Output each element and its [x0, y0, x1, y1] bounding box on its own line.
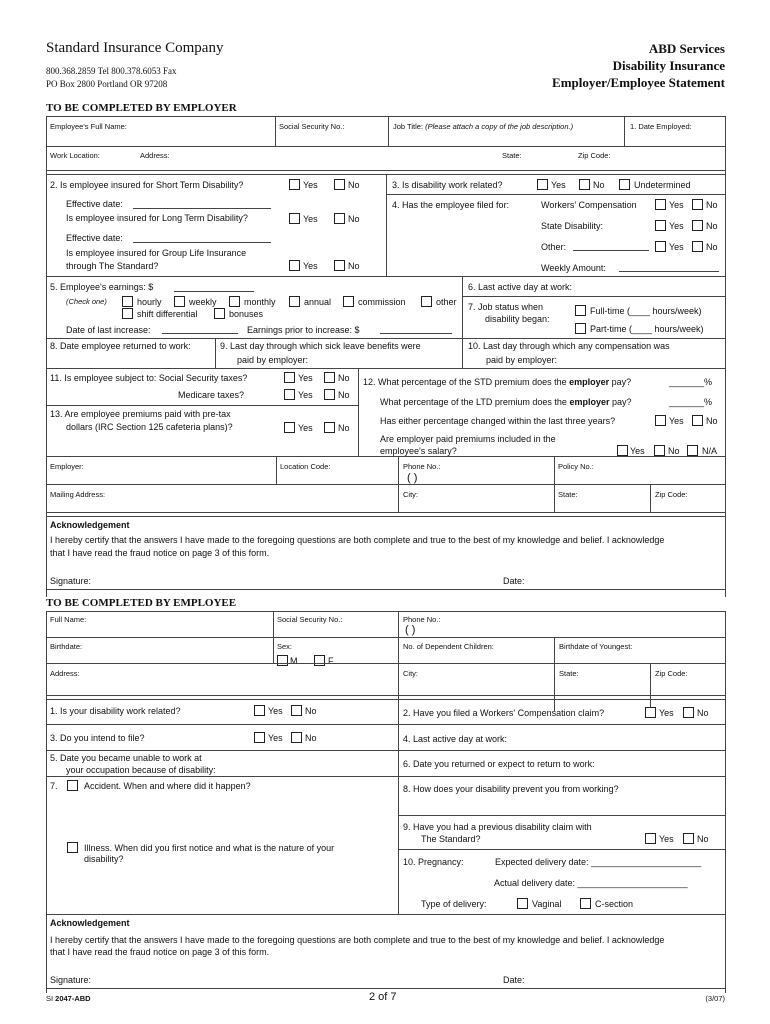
- pay-shift-checkbox[interactable]: [122, 308, 133, 319]
- divider: [462, 276, 463, 338]
- divider: [624, 116, 625, 146]
- label: commission: [358, 297, 406, 307]
- employee-city-label: City:: [403, 669, 418, 678]
- emp-q9-1: 9. Have you had a previous disability claim with: [403, 822, 592, 832]
- premiums-included-1: Are employer paid premiums included in the: [380, 434, 556, 444]
- label: hourly: [137, 297, 162, 307]
- q2-life-yes-checkbox[interactable]: [289, 260, 300, 271]
- q4-other-yes-checkbox[interactable]: [655, 241, 666, 252]
- divider: [650, 663, 651, 711]
- q12-std-pct: [363, 377, 631, 387]
- divider: [46, 724, 726, 725]
- workers-comp-label: Workers' Compensation: [541, 200, 637, 210]
- q4-wc-no-checkbox[interactable]: [692, 199, 703, 210]
- q3-undetermined-checkbox[interactable]: [619, 179, 630, 190]
- q13-yes-checkbox[interactable]: [284, 422, 295, 433]
- q10-compensation-2: paid by employer:: [486, 355, 558, 365]
- label: bonuses: [229, 309, 264, 319]
- std-effective-date-label: Effective date:: [66, 199, 123, 209]
- full-time-checkbox[interactable]: [575, 305, 586, 316]
- q13-pretax-2: dollars (IRC Section 125 cafeteria plans)?: [66, 422, 233, 432]
- emp-full-name-label: Employee's Full Name:: [50, 122, 127, 131]
- q2-ltd-no-checkbox[interactable]: [334, 213, 345, 224]
- label: No: [697, 834, 709, 844]
- pay-other-checkbox[interactable]: [421, 296, 432, 307]
- vaginal-checkbox[interactable]: [517, 898, 528, 909]
- state-label: State:: [502, 151, 522, 160]
- sex-label: Sex:: [277, 642, 293, 651]
- title-statement: Employer/Employee Statement: [552, 75, 725, 90]
- divider: [462, 338, 463, 368]
- divider: [46, 146, 726, 147]
- title-disability: Disability Insurance: [612, 58, 725, 73]
- divider: [46, 776, 726, 777]
- full-name-label: Full Name:: [50, 615, 87, 624]
- delivery-type-label: Type of delivery:: [421, 899, 487, 909]
- csection-checkbox[interactable]: [580, 898, 591, 909]
- emp-q8: 8. How does your disability prevent you from working?: [403, 784, 619, 794]
- mailing-address-label: Mailing Address:: [50, 490, 106, 499]
- label: Full-time (____ hours/week): [590, 306, 702, 316]
- ss-tax-yes-checkbox[interactable]: [284, 372, 295, 383]
- employee-ack-line1: I hereby certify that the answers I have made to the foregoing questions are both complete and true to the best of my knowledge and belief. I acknowledge: [50, 935, 665, 945]
- employer-phone-paren[interactable]: ( ): [407, 472, 418, 484]
- q7-job-status-1: 7. Job status when: [468, 302, 544, 312]
- work-location-label: Work Location:: [50, 151, 100, 160]
- label: No: [668, 446, 680, 456]
- ssn-label: Social Security No.:: [279, 122, 345, 131]
- q3-yes-checkbox[interactable]: [537, 179, 548, 190]
- label: No: [706, 242, 718, 252]
- label: weekly: [189, 297, 217, 307]
- q4-wc-yes-checkbox[interactable]: [655, 199, 666, 210]
- emp-q2-no-checkbox[interactable]: [683, 707, 694, 718]
- divider: [46, 276, 726, 277]
- employee-zip-label: Zip Code:: [655, 669, 688, 678]
- pay-annual-checkbox[interactable]: [289, 296, 300, 307]
- emp-q9-2: The Standard?: [421, 834, 481, 844]
- divider: [276, 456, 277, 484]
- divider: [46, 484, 726, 485]
- q4-sd-yes-checkbox[interactable]: [655, 220, 666, 231]
- emp-q9-no-checkbox[interactable]: [683, 833, 694, 844]
- included-na-checkbox[interactable]: [687, 445, 698, 456]
- part-time-checkbox[interactable]: [575, 323, 586, 334]
- employee-address-label: Address:: [50, 669, 80, 678]
- employee-ack-title: Acknowledgement: [50, 918, 130, 928]
- expected-delivery[interactable]: Expected delivery date: ______________________: [495, 857, 702, 867]
- q2-life-2: through The Standard?: [66, 261, 159, 271]
- q4-sd-no-checkbox[interactable]: [692, 220, 703, 231]
- label: No: [338, 390, 350, 400]
- address-label: Address:: [140, 151, 170, 160]
- label: shift differential: [137, 309, 198, 319]
- emp-q5-2: your occupation because of disability:: [66, 765, 216, 775]
- q2-ltd-yes-checkbox[interactable]: [289, 213, 300, 224]
- sex-m-checkbox[interactable]: [277, 655, 288, 666]
- employee-date-label: Date:: [503, 975, 525, 985]
- divider: [386, 174, 387, 276]
- q3-no-checkbox[interactable]: [579, 179, 590, 190]
- contact-phone: 800.368.2859 Tel 800.378.6053 Fax: [46, 66, 177, 76]
- employer-phone-label: Phone No.:: [403, 462, 441, 471]
- employee-state-label: State:: [559, 669, 579, 678]
- pay-weekly-checkbox[interactable]: [174, 296, 185, 307]
- label: No: [706, 200, 718, 210]
- date-last-increase-label: Date of last increase:: [66, 325, 151, 335]
- illness-line1: Illness. When did you first notice and what is the nature of your: [84, 843, 335, 853]
- employer-label: Employer:: [50, 462, 84, 471]
- divider: [46, 988, 726, 989]
- label: Yes: [669, 416, 684, 426]
- check-one: (Check one): [66, 297, 107, 306]
- label: Yes: [659, 708, 674, 718]
- ltd-effective-date-field[interactable]: [133, 242, 271, 243]
- divider: [398, 815, 726, 816]
- label: Yes: [303, 180, 318, 190]
- included-yes-checkbox[interactable]: [617, 445, 628, 456]
- ltd-effective-date-label: Effective date:: [66, 233, 123, 243]
- divider: [275, 116, 276, 146]
- emp-q4: 4. Last active day at work:: [403, 734, 508, 744]
- form-id: [46, 994, 91, 1003]
- divider: [215, 338, 216, 368]
- label: Yes: [268, 706, 283, 716]
- divider: [46, 699, 726, 700]
- illness-checkbox[interactable]: [67, 842, 78, 853]
- policy-label: Policy No.:: [558, 462, 594, 471]
- emp-q9-yes-checkbox[interactable]: [645, 833, 656, 844]
- q8-returned: 8. Date employee returned to work:: [50, 341, 191, 351]
- employer-section-title: TO BE COMPLETED BY EMPLOYER: [46, 102, 237, 114]
- q2-life-1: Is employee insured for Group Life Insurance: [66, 248, 247, 258]
- earnings-prior-field[interactable]: [380, 333, 452, 334]
- employer-ack-title: Acknowledgement: [50, 520, 130, 530]
- label: Vaginal: [532, 899, 562, 909]
- divider: [46, 914, 726, 915]
- q4-other-no-checkbox[interactable]: [692, 241, 703, 252]
- divider: [46, 456, 726, 457]
- label: Yes: [551, 180, 566, 190]
- std-pct-field[interactable]: _______%: [669, 377, 713, 387]
- label: No: [706, 416, 718, 426]
- divider: [398, 611, 399, 711]
- label: Yes: [298, 373, 313, 383]
- q7-job-status-2: disability began:: [485, 314, 550, 324]
- label: No: [338, 423, 350, 433]
- label: Yes: [669, 221, 684, 231]
- label: Yes: [630, 446, 645, 456]
- medicare-yes-checkbox[interactable]: [284, 389, 295, 400]
- employee-section-title: TO BE COMPLETED BY EMPLOYEE: [46, 597, 237, 609]
- emp-q2-yes-checkbox[interactable]: [645, 707, 656, 718]
- label: No: [593, 180, 605, 190]
- employer-state-label: State:: [558, 490, 578, 499]
- premiums-included-2: employee's salary?: [380, 446, 457, 456]
- pay-commission-checkbox[interactable]: [343, 296, 354, 307]
- employer-ack-line2: that I have read the fraud notice on page 3 of this form.: [50, 548, 270, 558]
- divider: [650, 484, 651, 512]
- date-employed-label: 1. Date Employed:: [630, 122, 692, 131]
- q6-last-active: 6. Last active day at work:: [468, 282, 573, 292]
- pay-bonuses-checkbox[interactable]: [214, 308, 225, 319]
- birthdate-youngest-label: Birthdate of Youngest:: [559, 642, 633, 651]
- divider: [46, 589, 726, 590]
- label: monthly: [244, 297, 276, 307]
- q2-life-no-checkbox[interactable]: [334, 260, 345, 271]
- label: Undetermined: [634, 180, 691, 190]
- other-label: Other:: [541, 242, 567, 252]
- sex-f-checkbox[interactable]: [314, 655, 325, 666]
- divider: [46, 516, 726, 517]
- emp-q1: 1. Is your disability work related?: [50, 706, 181, 716]
- q2-ltd: Is employee insured for Long Term Disability?: [66, 213, 248, 223]
- label: No: [697, 708, 709, 718]
- divider: [46, 637, 726, 638]
- label: employer: [569, 377, 610, 387]
- q12-ltd-pct: [380, 397, 632, 407]
- label: No: [706, 221, 718, 231]
- changed-yes-checkbox[interactable]: [655, 415, 666, 426]
- q9-sick-leave-2: paid by employer:: [237, 355, 309, 365]
- label: 2047-ABD: [55, 994, 91, 1003]
- frame-right: [725, 611, 726, 993]
- emp-q3-no-checkbox[interactable]: [291, 732, 302, 743]
- divider: [46, 512, 726, 513]
- emp-q3-yes-checkbox[interactable]: [254, 732, 265, 743]
- label: Yes: [268, 733, 283, 743]
- std-effective-date-field[interactable]: [133, 208, 271, 209]
- label: annual: [304, 297, 332, 307]
- pay-monthly-checkbox[interactable]: [229, 296, 240, 307]
- label: No: [305, 733, 317, 743]
- title-abd: ABD Services: [648, 41, 725, 56]
- divider: [358, 368, 359, 456]
- employer-zip-label: Zip Code:: [655, 490, 688, 499]
- medicare-no-checkbox[interactable]: [324, 389, 335, 400]
- label: What percentage of the LTD premium does the: [380, 397, 570, 407]
- frame-left: [46, 611, 47, 993]
- q5-earnings: 5. Employee's earnings: $: [50, 282, 154, 292]
- divider: [462, 296, 726, 297]
- q10-compensation-1: 10. Last day through which any compensation was: [468, 341, 670, 351]
- divider: [388, 116, 389, 146]
- label: Part-time (____ hours/week): [590, 324, 704, 334]
- employer-ack-line1: I hereby certify that the answers I have made to the foregoing questions are both complete and true to the best of my knowledge and belief. I acknowledge: [50, 535, 665, 545]
- label: employer: [569, 397, 610, 407]
- employee-ack-line2: that I have read the fraud notice on page 3 of this form.: [50, 947, 270, 957]
- emp-q7-number: 7.: [50, 781, 58, 791]
- actual-delivery[interactable]: Actual delivery date: ______________________: [494, 878, 688, 888]
- emp-q6: 6. Date you returned or expect to return to work:: [403, 759, 595, 769]
- divider: [386, 194, 726, 195]
- label: pay?: [609, 377, 632, 387]
- label: Yes: [669, 200, 684, 210]
- job-title-label: Job Title:: [393, 122, 424, 131]
- changed-no-checkbox[interactable]: [692, 415, 703, 426]
- emp-q1-no-checkbox[interactable]: [291, 705, 302, 716]
- label: No: [348, 261, 360, 271]
- ss-tax-no-checkbox[interactable]: [324, 372, 335, 383]
- label: Yes: [303, 261, 318, 271]
- accident-checkbox[interactable]: [67, 780, 78, 791]
- label: Yes: [298, 423, 313, 433]
- q2-std: 2. Is employee insured for Short Term Disability?: [50, 180, 244, 190]
- label: 12. What percentage of the STD premium does the: [363, 377, 570, 387]
- page-number: 2 of 7: [369, 991, 397, 1003]
- earnings-field[interactable]: [174, 291, 254, 292]
- dependents-label: No. of Dependent Children:: [403, 642, 494, 651]
- employer-date-label: Date:: [503, 576, 525, 586]
- divider: [46, 695, 726, 696]
- label: Yes: [659, 834, 674, 844]
- label: Yes: [298, 390, 313, 400]
- divider: [398, 699, 399, 914]
- label: N/A: [702, 446, 718, 456]
- revision-date: (3/07): [705, 994, 725, 1003]
- label: No: [338, 373, 350, 383]
- label: SI: [46, 994, 56, 1003]
- frame-left: [46, 116, 47, 597]
- q4-filed: 4. Has the employee filed for:: [392, 200, 510, 210]
- accident-label: Accident. When and where did it happen?: [84, 781, 251, 791]
- frame-right: [725, 116, 726, 597]
- divider: [398, 849, 726, 850]
- ltd-pct-field[interactable]: _______%: [669, 397, 713, 407]
- included-no-checkbox[interactable]: [654, 445, 665, 456]
- divider: [46, 611, 726, 612]
- birthdate-label: Birthdate:: [50, 642, 83, 651]
- state-disability-label: State Disability:: [541, 221, 604, 231]
- label: Yes: [669, 242, 684, 252]
- emp-q10: 10. Pregnancy:: [403, 857, 464, 867]
- label: Yes: [303, 214, 318, 224]
- q13-no-checkbox[interactable]: [324, 422, 335, 433]
- pct-changed: Has either percentage changed within the last three years?: [380, 416, 616, 426]
- contact-address: PO Box 2800 Portland OR 97208: [46, 79, 168, 89]
- label: other: [436, 297, 457, 307]
- label: pay?: [609, 397, 632, 407]
- medicare-label: Medicare taxes?: [178, 390, 245, 400]
- emp-q3: 3. Do you intend to file?: [50, 733, 145, 743]
- emp-q1-yes-checkbox[interactable]: [254, 705, 265, 716]
- label: M: [290, 656, 298, 666]
- label: F: [328, 656, 334, 666]
- date-last-increase-field[interactable]: [162, 333, 238, 334]
- other-field[interactable]: [573, 250, 649, 251]
- label: No: [348, 214, 360, 224]
- employee-phone-label: Phone No.:: [403, 615, 441, 624]
- earnings-prior-label: Earnings prior to increase: $: [247, 325, 360, 335]
- q3-work-related: 3. Is disability work related?: [392, 180, 503, 190]
- location-code-label: Location Code:: [280, 462, 331, 471]
- label: No: [305, 706, 317, 716]
- q2-std-yes-checkbox[interactable]: [289, 179, 300, 190]
- q11-subject: 11. Is employee subject to: Social Security taxes?: [50, 373, 248, 383]
- employer-signature-label: Signature:: [50, 576, 92, 586]
- employee-ssn-label: Social Security No.:: [277, 615, 343, 624]
- q9-sick-leave-1: 9. Last day through which sick leave benefits were: [220, 341, 421, 351]
- weekly-amount-label: Weekly Amount:: [541, 263, 606, 273]
- divider: [46, 663, 726, 664]
- label: No: [348, 180, 360, 190]
- employee-phone-paren[interactable]: ( ): [405, 624, 416, 636]
- employer-city-label: City:: [403, 490, 418, 499]
- q13-pretax-1: 13. Are employee premiums paid with pre-tax: [50, 409, 231, 419]
- divider: [46, 170, 726, 171]
- emp-q5-1: 5. Date you became unable to work at: [50, 753, 202, 763]
- illness-line2: disability?: [84, 854, 124, 864]
- job-title-note: (Please attach a copy of the job description.): [425, 122, 574, 131]
- weekly-amount-field[interactable]: [619, 271, 719, 272]
- zip-label: Zip Code:: [578, 151, 611, 160]
- divider: [46, 368, 726, 369]
- pay-hourly-checkbox[interactable]: [122, 296, 133, 307]
- q2-std-no-checkbox[interactable]: [334, 179, 345, 190]
- company-name: Standard Insurance Company: [46, 40, 224, 56]
- divider: [46, 405, 358, 406]
- divider: [46, 338, 726, 339]
- emp-q2: 2. Have you filed a Workers' Compensation claim?: [403, 708, 605, 718]
- divider: [46, 750, 726, 751]
- label: C-section: [595, 899, 634, 909]
- employee-signature-label: Signature:: [50, 975, 92, 985]
